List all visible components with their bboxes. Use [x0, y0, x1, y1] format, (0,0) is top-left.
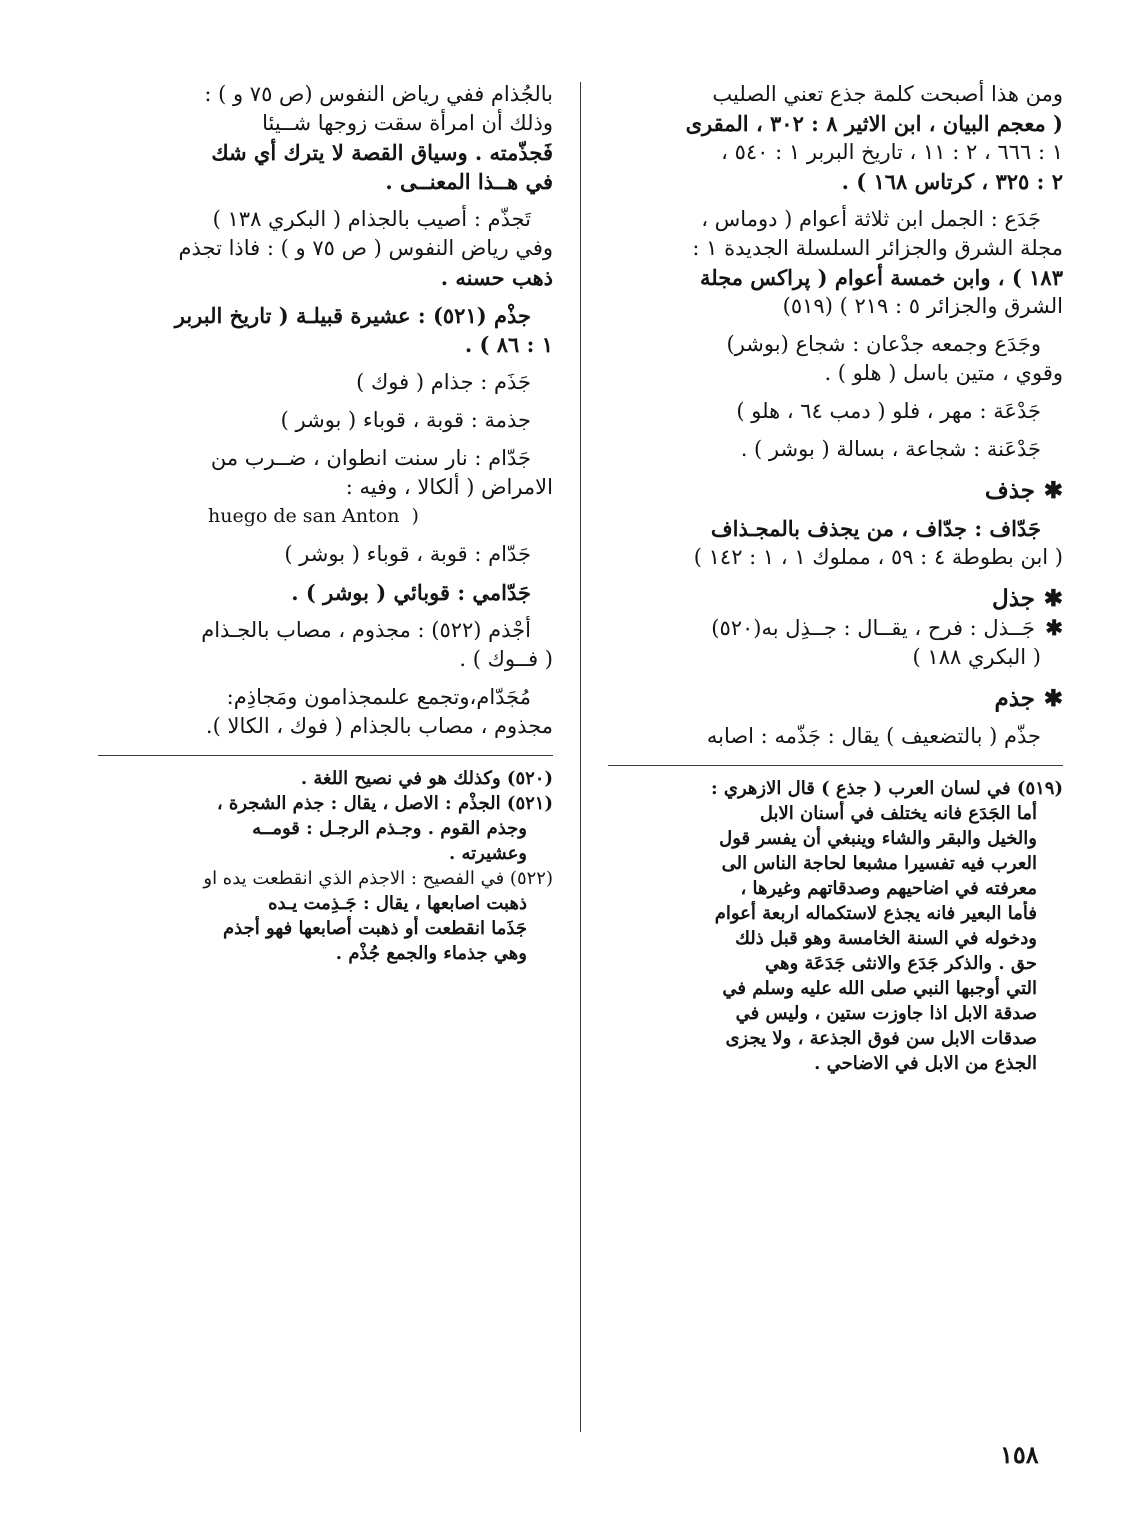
entry-tajadhdham-cont — [98, 234, 553, 292]
right-column — [608, 80, 1063, 1076]
asterisk-icon: ✱ — [1045, 615, 1063, 640]
page-number: ١٥٨ — [1000, 1440, 1039, 1469]
entry-mujadhdham — [98, 683, 553, 712]
headword-jdhl — [608, 584, 1063, 613]
footnote-line: ذهبت اصابعها ، يقال : جَـذِمت يـده — [268, 893, 527, 914]
text-line: بالجُذام ففي رياض النفوس (ص ٧٥ و ) : — [204, 82, 553, 106]
text-line: ١ : ٨٦ ) . — [464, 332, 553, 357]
text-line: أجْذم (٥٢٢) : مجذوم ، مصاب بالجـذام — [201, 618, 531, 642]
footnote-line: (٥٢٢) في الفصيح : الاجذم الذي انقطعت يده او — [203, 868, 553, 889]
footnote-rule — [608, 765, 1063, 766]
footnote-line: وعشيرته . — [448, 843, 527, 864]
text-line: فَجذّمته . وسياق القصة لا يترك أي شك — [211, 140, 553, 165]
footnote-line: وجذم القوم . وجـذم الرجـل : قومــه — [252, 818, 527, 839]
footnote-line: أما الجَدَع فانه يختلف في أسنان الابل — [759, 803, 1037, 824]
text-line: وجَدَع وجمعه جدْعان : شجاع (بوشر) — [726, 332, 1041, 356]
text-line: ( معجم البيان ، ابن الاثير ٨ : ٣٠٢ ، المقرى — [685, 111, 1063, 136]
entry-jdhf-cont — [608, 543, 1063, 572]
text-line: وقوي ، متين باسل ( هلو ) . — [824, 361, 1063, 385]
headword-label: جذل — [991, 585, 1035, 612]
text-line: ( ابن بطوطة ٤ : ٥٩ ، مملوك ١ ، ١ : ١٤٢ ) — [693, 545, 1063, 569]
entry-jadhma — [98, 406, 553, 435]
entry-jadhdham-fire — [98, 444, 553, 473]
entry-jadhdhami — [98, 578, 553, 607]
text-line: جَدّاف : جدّاف ، من يجذف بالمجـذاف — [710, 516, 1041, 541]
footnote-line: والخيل والبقر والشاء وينبغي أن يفسر قول — [719, 828, 1037, 849]
text-line: ١ : ٦٦٦ ، ٢ : ١١ ، تاريخ البربر ١ : ٥٤٠ ، — [721, 140, 1063, 164]
footnote-line: العرب فيه تفسيرا مشبعا لحاجة الناس الى — [721, 853, 1037, 874]
latin-phrase — [98, 502, 553, 531]
text-line: جذمة : قوبة ، قوباء ( بوشر ) — [280, 408, 531, 432]
text-line: جَدّام : قوبة ، قوباء ( بوشر ) — [284, 542, 531, 566]
text-line: ومن هذا أصبحت كلمة جذع تعني الصليب — [712, 82, 1063, 106]
text-line: في هــذا المعنــى . — [385, 169, 553, 194]
entry-jadhdham-fire-cont — [98, 473, 553, 531]
text-line: ( فــوك ) . — [459, 647, 553, 671]
text-line: وذلك أن امرأة سقت زوجها شــيئا — [262, 111, 553, 135]
headword-label: جذف — [984, 477, 1035, 504]
text-line: تَجذّم : أصيب بالجذام ( البكري ١٣٨ ) — [212, 207, 531, 231]
text-line: جَدّام : نار سنت انطوان ، ضــرب من — [210, 446, 531, 470]
entry-mujadhdham-cont — [98, 712, 553, 741]
entry-ajdham-cont — [98, 645, 553, 674]
footnote-line: وهي جذماء والجمع جُذْم . — [335, 943, 527, 964]
text-line: مجلة الشرق والجزائر السلسلة الجديدة ١ : — [692, 236, 1063, 260]
asterisk-icon: ✱ — [1043, 477, 1063, 504]
footnote-519 — [608, 776, 1063, 1076]
footnote-rule — [98, 755, 553, 756]
entry-jadha-brave — [608, 330, 1063, 359]
text-line: ( البكري ١٨٨ ) — [912, 645, 1041, 669]
text-line: وفي رياض النفوس ( ص ٧٥ و ) : فاذا تجذم — [178, 236, 553, 260]
text-line: ٢ : ٣٢٥ ، كرتاس ١٦٨ ) . — [841, 169, 1063, 194]
text-line: جذْم (٥٢١) : عشيرة قبيلـة ( تاريخ البربر — [174, 303, 531, 328]
closing-paren: ) — [399, 505, 419, 527]
text-line: جَذَم : جذام ( فوك ) — [356, 370, 531, 394]
latin-text: huego de san Anton — [208, 505, 400, 527]
footnote-line: جَذَما انقطعت أو ذهبت أصابعها فهو أجذم — [222, 918, 527, 939]
entry-jadham — [98, 368, 553, 397]
entry-jdhm-start — [608, 722, 1063, 751]
footnote-line: صدقات الابل سن فوق الجذعة ، ولا يجزى — [725, 1028, 1037, 1049]
footnote-521 — [98, 791, 553, 866]
footnote-522 — [98, 866, 553, 966]
text-line: جَدْعَة : مهر ، فلو ( دمب ٦٤ ، هلو ) — [736, 399, 1041, 423]
entry-jadhdham-2 — [98, 540, 553, 569]
footnote-line: (٥٢١) الجذْم : الاصل ، يقال : جذم الشجرة ، — [216, 793, 553, 814]
footnote-520: (٥٢٠) وكذلك هو في نصيح اللغة . — [300, 768, 553, 789]
footnote-line: حق . والذكر جَدَع والانثى جَدَعَة وهي — [764, 953, 1037, 974]
footnote-line: فأما البعير فانه يجذع لاستكماله اربعة أعوام — [714, 903, 1037, 924]
text-line: الامراض ( ألكالا ، وفيه : — [345, 475, 553, 499]
headword-jdhf — [608, 476, 1063, 505]
text-line: ذهب حسنه . — [440, 265, 553, 290]
entry-jidhm-tribe-cont — [98, 330, 553, 359]
column-divider — [580, 82, 581, 1432]
footnote-line: التي أوجبها النبي صلى الله عليه وسلم في — [722, 978, 1037, 999]
footnote-line: ودخوله في السنة الخامسة وهو قبل ذلك — [735, 928, 1037, 949]
entry-jadha-camel-cont — [608, 234, 1063, 321]
asterisk-icon: ✱ — [1043, 585, 1063, 612]
entry-jdhf — [608, 514, 1063, 543]
entry-ajdham — [98, 616, 553, 645]
headword-jdhm — [608, 684, 1063, 713]
text-line: الشرق والجزائر ٥ : ٢١٩ ) (٥١٩) — [782, 294, 1063, 318]
text-line: جَدْعَنة : شجاعة ، بسالة ( بوشر ) . — [740, 437, 1041, 461]
entry-jadhana — [608, 435, 1063, 464]
footnote-line: الجذع من الابل في الاضاحي . — [814, 1053, 1037, 1074]
entry-jdh-continued — [608, 80, 1063, 196]
asterisk-icon: ✱ — [1043, 685, 1063, 712]
text-line: مُجَدّام،وتجمع علىمجذامون ومَجاذِم: — [226, 685, 531, 709]
entry-jadha-brave-cont — [608, 359, 1063, 388]
text-line: جَدّامي : قوبائي ( بوشر ) . — [291, 580, 531, 605]
headword-label: جذم — [994, 685, 1035, 712]
text-line: مجذوم ، مصاب بالجذام ( فوك ، الكالا ). — [205, 714, 553, 738]
text-line: جَــذل : فرح ، يقــال : جــذِل به(٥٢٠) — [711, 616, 1035, 640]
footnote-line: صدقة الابل اذا جاوزت ستين ، وليس في — [735, 1003, 1037, 1024]
footnote-line: (٥١٩) في لسان العرب ( جذع ) قال الازهري : — [711, 778, 1063, 799]
text-line: جَدَع : الجمل ابن ثلاثة أعوام ( دوماس ، — [701, 207, 1041, 231]
text-line: جذّم ( بالتضعيف ) يقال : جَذّمه : اصابه — [706, 724, 1041, 748]
entry-jdhm-continued — [98, 80, 553, 196]
text-line: ١٨٣ ) ، وابن خمسة أعوام ( پراكس مجلة — [699, 265, 1063, 290]
footnotes-left — [98, 766, 553, 966]
entry-jadha-camel — [608, 205, 1063, 234]
entry-jidhm-tribe — [98, 301, 553, 330]
entry-jdhl — [608, 613, 1063, 672]
entry-tajadhdham — [98, 205, 553, 234]
left-column — [98, 80, 553, 966]
entry-jadhaa — [608, 397, 1063, 426]
footnote-line: معرفته في اضاحيهم وصدقاتهم وغيرها ، — [740, 878, 1037, 899]
